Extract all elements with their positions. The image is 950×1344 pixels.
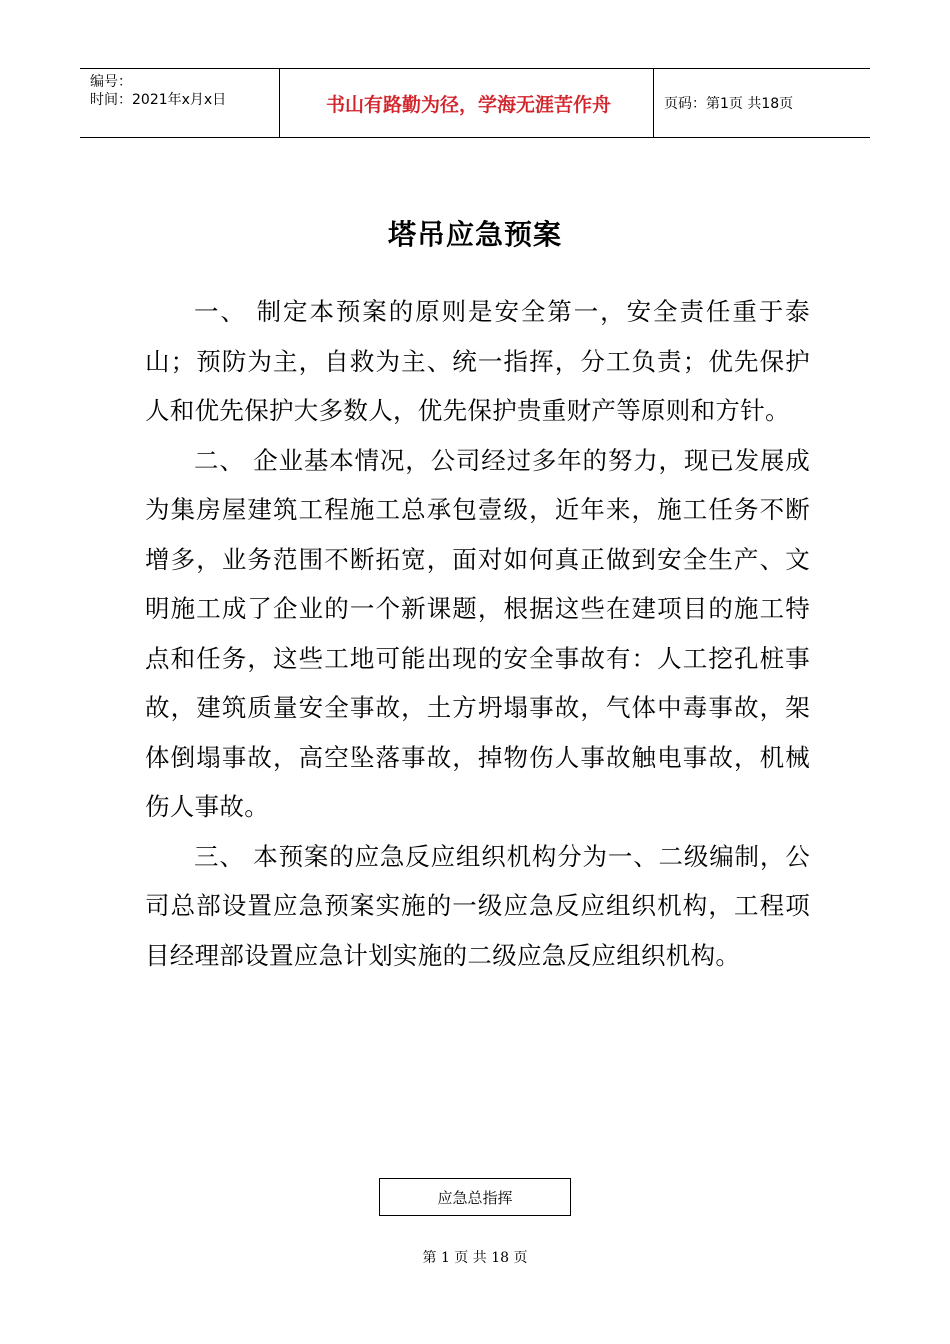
header-motto: 书山有路勤为径，学海无涯苦作舟	[280, 69, 654, 137]
paragraph-principles: 一、 制定本预案的原则是安全第一，安全责任重于泰山；预防为主，自救为主、统一指挥，分工负责；优先保护人和优先保护大多数人，优先保护贵重财产等原则和方针。	[145, 297, 810, 425]
document-title: 塔吊应急预案	[387, 218, 562, 251]
document-number-label: 编号：	[90, 74, 132, 90]
paragraph-organization: 三、 本预案的应急反应组织机构分为一、二级编制，公司总部设置应急预案实施的一级应急反应组织机构，工程项目经理部设置应急计划实施的二级应急反应组织机构。	[145, 841, 810, 970]
document-body	[145, 287, 810, 980]
header-page-info: 页码：第1页 共18页	[664, 96, 794, 112]
paragraph-company-info: 二、 企业基本情况，公司经过多年的努力，现已发展成为集房屋建筑工程施工总承包壹级，近年来，施工任务不断增多，业务范围不断拓宽，面对如何真正做到安全生产、文明施工成了企业的一个新课题，根据这些在建项目的施工特点和任务，这些工地可能出现的安全事故有：人工挖孔桩事故，建筑质量安全事故，土方坍塌事故，气体中毒事故，架体倒塌事故，高空坠落事故，掉物伤人事故触电事故，机械伤人事故。	[145, 445, 810, 821]
document-date-label: 时间：2021年x月x日	[90, 92, 227, 108]
header-meta-cell	[80, 69, 280, 137]
page-footer: 第 1 页 共 18 页	[422, 1250, 528, 1266]
org-chart-commander-box: 应急总指挥	[379, 1178, 571, 1216]
document-header	[80, 68, 870, 138]
